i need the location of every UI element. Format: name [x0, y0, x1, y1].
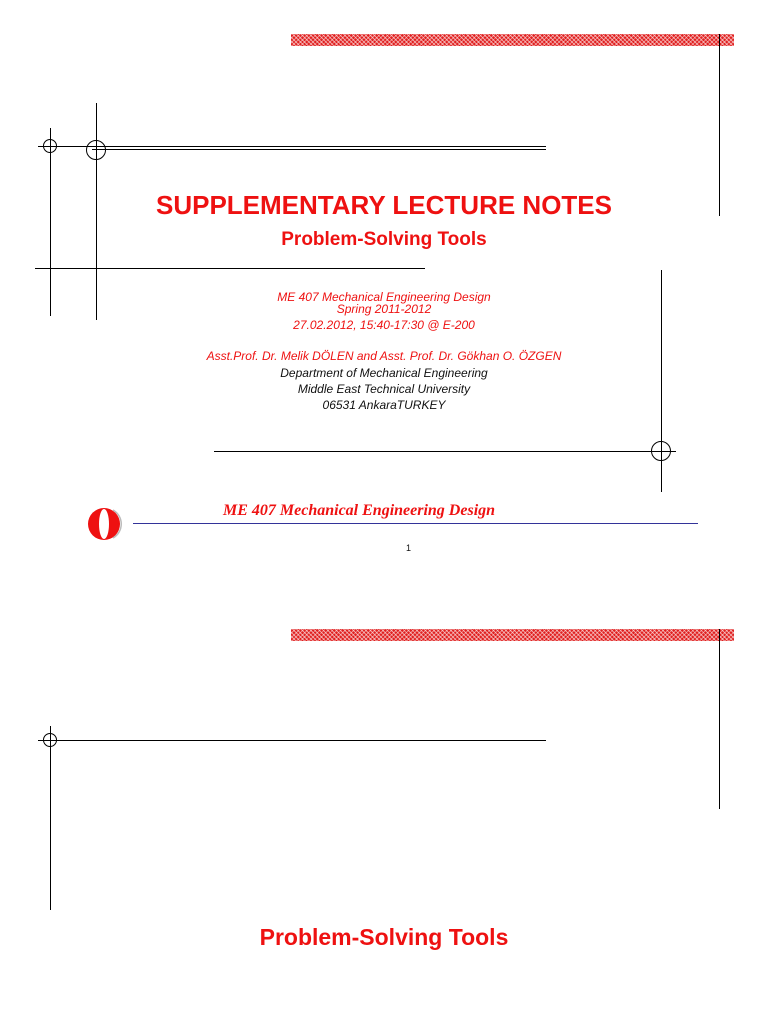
slide-title: SUPPLEMENTARY LECTURE NOTES: [155, 190, 612, 220]
slide-title: Problem-Solving Tools: [259, 924, 509, 950]
decor-line: [214, 451, 676, 452]
registration-circle-icon: [43, 733, 57, 747]
registration-circle-icon: [651, 441, 671, 461]
page-number: 1: [406, 543, 412, 553]
decor-line: [92, 149, 546, 150]
registration-circle-icon: [86, 140, 106, 160]
instructors: Asst.Prof. Dr. Melik DÖLEN and Asst. Prof. Dr. Gökhan O. ÖZGEN: [206, 349, 562, 363]
slide-subtitle: Problem-Solving Tools: [281, 229, 487, 250]
metu-logo-icon: [86, 506, 128, 542]
decor-line: [35, 268, 425, 269]
affiliation-line: Department of Mechanical Engineering: [280, 366, 488, 380]
decor-line: [719, 34, 720, 216]
course-line: 27.02.2012, 15:40-17:30 @ E-200: [293, 318, 475, 332]
footer-rule: [133, 523, 698, 524]
footer-title: ME 407 Mechanical Engineering Design: [223, 502, 496, 519]
course-line: ME 407 Mechanical Engineering Design: [277, 290, 491, 304]
affiliation-line: Middle East Technical University: [297, 382, 471, 396]
affiliation-line: 06531 AnkaraTURKEY: [322, 398, 446, 412]
registration-circle-icon: [43, 139, 57, 153]
course-line: Spring 2011-2012: [336, 302, 432, 316]
hatched-banner: [291, 34, 734, 46]
hatched-banner: [291, 629, 734, 641]
decor-line: [38, 740, 546, 741]
decor-line: [38, 146, 546, 147]
decor-line: [50, 128, 51, 316]
decor-line: [50, 726, 51, 910]
decor-line: [719, 629, 720, 809]
